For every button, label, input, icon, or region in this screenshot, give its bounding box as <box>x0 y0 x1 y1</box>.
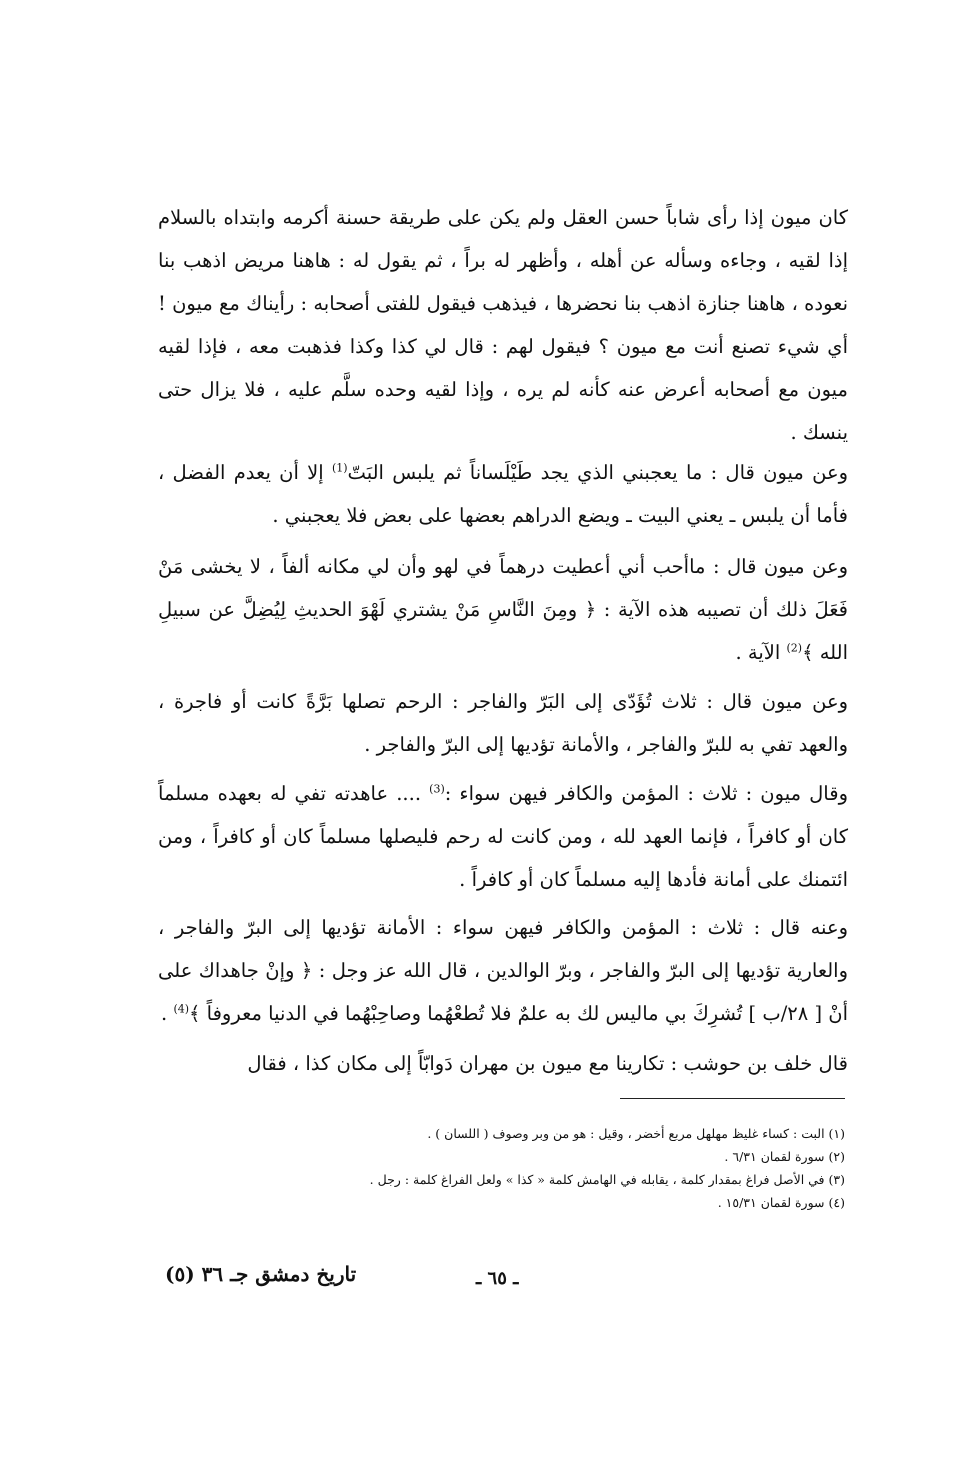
footnote-ref-4: (4) <box>173 1002 190 1016</box>
footnote-2: (٢) سورة لقمان ٦/٣١ . <box>724 1149 845 1164</box>
footnote-3: (٣) في الأصل فراغ بمقدار كلمة ، يقابله في الهامش كلمة « كذا » ولعل الفراغ كلمة : رجل . <box>369 1172 845 1187</box>
footnote-divider <box>620 1098 845 1099</box>
paragraph-4 <box>158 680 848 766</box>
footnote-ref-1: (1) <box>331 461 348 475</box>
paragraph-6 <box>158 906 848 1035</box>
paragraph-5-text <box>158 772 848 901</box>
paragraph-2-after: إلا أن يعدم الفضل ، فأما أن يلبس ـ يعني البيت ـ ويضع الدراهم بعضها على بعض فلا يعجبني . <box>158 461 848 527</box>
paragraph-7 <box>158 1042 848 1085</box>
paragraph-6-before: وعنه قال : ثلاث : المؤمن والكافر فيهن سواء : الأمانة تؤديها إلى البرّ والفاجر ، والعارية تؤديها إلى البرّ والفاجر ، وبرّ الوالدين ، قال الله عز وجل : ﴿ وإنْ جاهداك على أنْ [ ٢٨/ب ] تُشرِكَ بي ماليس لك به علمٌ فلا تُطعْهُما وصاحِبْهُما في الدنيا معروفاً ﴾ <box>158 916 848 1025</box>
paragraph-5 <box>158 772 848 901</box>
paragraph-1-text: كان ميون إذا رأى شاباً حسن العقل ولم يكن على طريقة حسنة أكرمه وابتداه بالسلام إذا لقيه ، وجاءه وسأله عن أهله ، وأظهر له براً ، ثم يقول له : هاهنا مريض اذهب بنا نعوده ، هاهنا جنازة اذهب بنا نحضرها ، فيذهب فيقول للفتى أصحابه : رأيناك مع ميون ! أي شيء تصنع أنت مع ميون ؟ فيقول لهم : قال لي كذا وكذا فذهبت معه ، فإذا لقيه ميون مع أصحابه أعرض عنه كأنه لم يره ، وإذا لقيه وحده سلَّم عليه ، فلا يزال حتى ينسك . <box>158 206 848 444</box>
footnotes <box>240 1122 845 1214</box>
footnote-ref-2: (2) <box>786 641 803 655</box>
paragraph-7-text: قال خلف بن حوشب : تكارينا مع ميون بن مهران دَوابّاً إلى مكان كذا ، فقال <box>247 1052 848 1075</box>
paragraph-5-before: وقال ميون : ثلاث : المؤمن والكافر فيهن سواء : <box>444 782 848 805</box>
paragraph-2-before: وعن ميون قال : ما يعجبني الذي يجد طَيْلَساناً ثم يلبس البَتّ <box>347 461 849 484</box>
paragraph-3 <box>158 545 848 674</box>
paragraph-2 <box>158 451 848 537</box>
paragraph-4-text: وعن ميون قال : ثلاث تُؤَدّى إلى البَرّ والفاجر : الرحم تصلها بَرَّةً كانت أو فاجرة ، والعهد تفي به للبرّ والفاجر ، والأمانة تؤديها إلى البرّ والفاجر . <box>158 690 848 756</box>
paragraph-3-after: الآية . <box>735 641 787 664</box>
footnote-1: (١) البت : كساء غليظ مهلهل مربع أخضر ، وقيل : هو من وبر وصوف ( اللسان ) . <box>427 1126 845 1141</box>
footer-book-title: تاريخ دمشق جـ ٣٦ (٥) <box>165 1262 357 1286</box>
paragraph-3-text <box>158 545 848 674</box>
footnote-ref-3: (3) <box>429 782 445 796</box>
paragraph-6-after: . <box>161 1002 174 1025</box>
page-number: ـ ٦٥ ـ <box>476 1268 519 1289</box>
footnote-4: (٤) سورة لقمان ١٥/٣١ . <box>717 1195 845 1210</box>
paragraph-6-text <box>158 906 848 1035</box>
paragraph-2-text <box>158 451 848 537</box>
paragraph-3-before: وعن ميون قال : ماأحب أني أعطيت درهماً في لهو وأن لي مكانه ألفاً ، لا يخشى مَنْ فَعَلَ ذلك أن تصيبه هذه الآية : ﴿ ومِنَ النَّاسِ مَنْ يشتري لَهْوَ الحديثِ لِيُضِلَّ عن سبيلِ الله ﴾ <box>158 555 848 664</box>
paragraph-1 <box>158 196 848 454</box>
paragraph-5-after: .... عاهدته تفي له بعهده مسلماً كان أو كافراً ، فإنما العهد لله ، ومن كانت له رحم فليصلها مسلماً كان أو كافراً ، ومن ائتمنك على أمانة فأدها إليه مسلماً كان أو كافراً . <box>158 782 848 891</box>
